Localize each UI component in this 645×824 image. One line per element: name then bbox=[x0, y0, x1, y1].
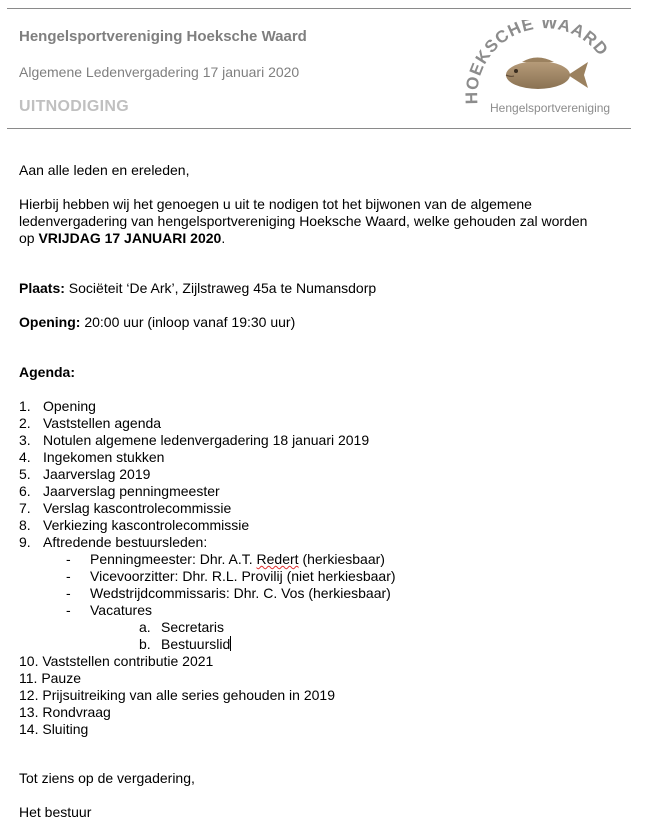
list-item: 13. Rondvraag bbox=[19, 704, 111, 720]
text-cursor bbox=[230, 636, 231, 651]
list-label: Jaarverslag 2019 bbox=[43, 466, 151, 482]
sub-label: Vacatures bbox=[90, 602, 152, 618]
list-number: 3. bbox=[19, 432, 31, 448]
svg-text:Hengelsportvereniging: Hengelsportvereniging bbox=[490, 101, 611, 115]
header-rule bbox=[7, 128, 631, 129]
org-name: Hengelsportvereniging Hoeksche Waard bbox=[19, 28, 307, 45]
bullet-dash: - bbox=[66, 585, 71, 601]
vacature-label: Bestuurslid bbox=[161, 636, 231, 652]
intro-line-1: Hierbij hebben wij het genoegen u uit te nodigen tot het bijwonen van de algemene bbox=[19, 196, 532, 212]
sub-label: Wedstrijdcommissaris: Dhr. C. Vos (herkiesbaar) bbox=[90, 585, 391, 601]
vacature-label: Secretaris bbox=[161, 619, 225, 635]
bullet-dash: - bbox=[66, 568, 71, 584]
intro-line-2: ledenvergadering van hengelsportvereniging Hoeksche Waard, welke gehouden zal worden bbox=[19, 213, 588, 229]
intro-suffix: . bbox=[221, 230, 226, 246]
list-label: Aftredende bestuursleden: bbox=[43, 534, 208, 550]
list-label: Verkiezing kascontrolecommissie bbox=[43, 517, 250, 533]
list-number: 9. bbox=[19, 534, 31, 550]
list-label: Notulen algemene ledenvergadering 18 januari 2019 bbox=[43, 432, 370, 448]
meeting-subtitle: Algemene Ledenvergadering 17 januari 2020 bbox=[19, 64, 300, 80]
list-letter: b. bbox=[139, 636, 151, 652]
list-number: 8. bbox=[19, 517, 31, 533]
bullet-dash: - bbox=[66, 551, 71, 567]
intro-prefix: op bbox=[19, 230, 39, 246]
list-number: 6. bbox=[19, 483, 31, 499]
list-item: 10. Vaststellen contributie 2021 bbox=[19, 653, 214, 669]
signature: Het bestuur bbox=[19, 804, 92, 820]
list-letter: a. bbox=[139, 619, 151, 635]
svg-text:HOEKSCHE WAARD: HOEKSCHE WAARD bbox=[462, 20, 613, 105]
fish-logo-icon bbox=[462, 20, 622, 120]
opening-line bbox=[19, 314, 295, 331]
opening-value: 20:00 uur (inloop vanaf 19:30 uur) bbox=[80, 314, 296, 330]
spellcheck-word: Redert bbox=[256, 551, 299, 567]
list-number: 1. bbox=[19, 398, 31, 414]
place-line bbox=[19, 280, 376, 297]
list-item: 14. Sluiting bbox=[19, 721, 89, 737]
place-label: Plaats: bbox=[19, 280, 65, 296]
list-label: Opening bbox=[43, 398, 96, 414]
list-label: Jaarverslag penningmeester bbox=[43, 483, 220, 499]
sub-label: Vicevoorzitter: Dhr. R.L. Provilij (niet herkiesbaar) bbox=[90, 568, 396, 584]
sub-label bbox=[90, 551, 385, 568]
list-label: Verslag kascontrolecommissie bbox=[43, 500, 232, 516]
page-title: UITNODIGING bbox=[19, 98, 129, 115]
list-number: 2. bbox=[19, 415, 31, 431]
sub-label-prefix: Penningmeester: Dhr. A.T. bbox=[90, 551, 257, 567]
list-item: 11. Pauze bbox=[19, 670, 82, 686]
greeting: Aan alle leden en ereleden, bbox=[19, 162, 190, 178]
top-rule bbox=[7, 8, 631, 9]
list-number: 7. bbox=[19, 500, 31, 516]
list-number: 4. bbox=[19, 449, 31, 465]
place-value: Sociëteit ‘De Ark’, Zijlstraweg 45a te Numansdorp bbox=[64, 280, 377, 296]
opening-label: Opening: bbox=[19, 314, 81, 330]
closing-line: Tot ziens op de vergadering, bbox=[19, 770, 195, 786]
bullet-dash: - bbox=[66, 602, 71, 618]
list-label: Vaststellen agenda bbox=[43, 415, 162, 431]
club-logo bbox=[462, 20, 622, 120]
sub-label-suffix: (herkiesbaar) bbox=[298, 551, 385, 567]
list-number: 5. bbox=[19, 466, 31, 482]
list-label: Ingekomen stukken bbox=[43, 449, 165, 465]
meeting-date: VRIJDAG 17 JANUARI 2020 bbox=[38, 230, 222, 246]
intro-line-3 bbox=[19, 230, 225, 247]
list-item: 12. Prijsuitreiking van alle series gehouden in 2019 bbox=[19, 687, 335, 703]
vacature-label-editing[interactable] bbox=[161, 636, 231, 653]
agenda-heading: Agenda: bbox=[19, 364, 75, 380]
